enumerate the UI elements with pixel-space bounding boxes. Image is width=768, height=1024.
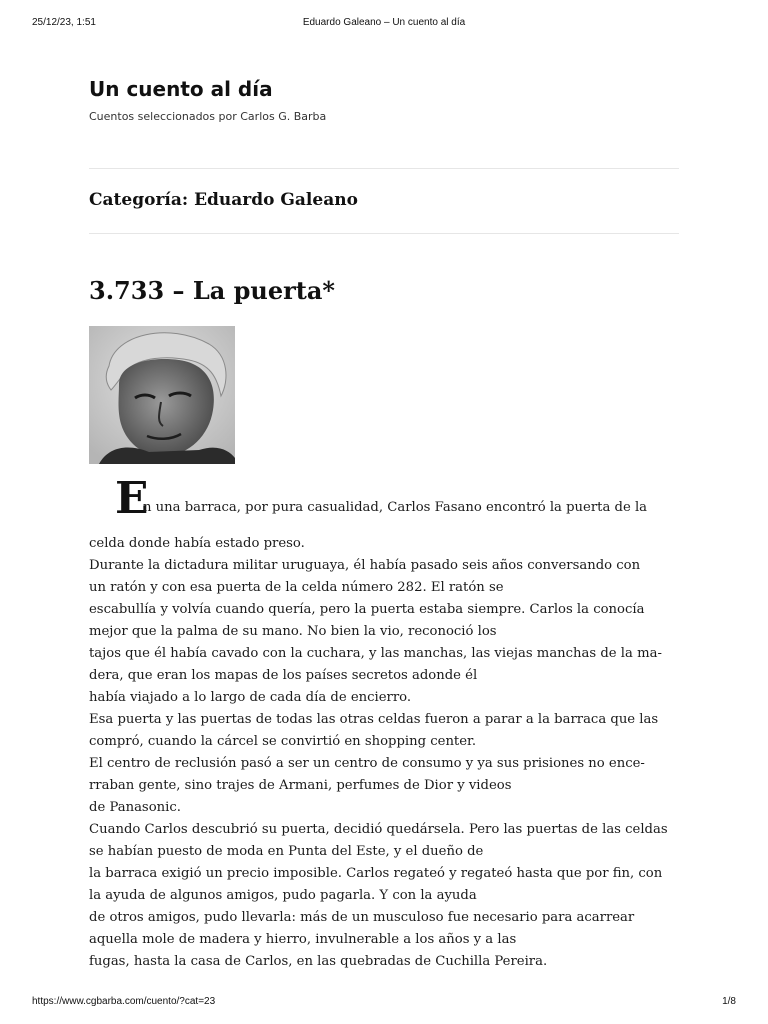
story-line: había viajado a lo largo de cada día de encierro. — [89, 690, 412, 705]
print-header — [0, 17, 768, 31]
print-footer — [0, 996, 768, 1010]
drop-cap: E — [115, 473, 149, 524]
story-line: de Panasonic. — [89, 800, 181, 815]
story-line: tajos que él había cavado con la cuchara, y las manchas, las viejas manchas de la ma- — [89, 646, 662, 661]
story-line: dera, que eran los mapas de los países secretos adonde él — [89, 668, 478, 683]
site-description: Cuentos seleccionados por Carlos G. Barba — [89, 110, 327, 123]
story-line: fugas, hasta la casa de Carlos, en las quebradas de Cuchilla Pereira. — [89, 954, 548, 969]
story-line: rraban gente, sino trajes de Armani, perfumes de Dior y videos — [89, 778, 512, 793]
story-first-line — [89, 473, 689, 533]
story-line: aquella mole de madera y hierro, invulnerable a los años y a las — [89, 932, 517, 947]
story-line: escabullía y volvía cuando quería, pero la puerta estaba siempre. Carlos la conocía — [89, 602, 645, 617]
story-line: n una barraca, por pura casualidad, Carlos Fasano encontró la puerta de la — [143, 500, 648, 515]
story-line: Esa puerta y las puertas de todas las otras celdas fueron a parar a la barraca que las — [89, 712, 659, 727]
print-datetime: 25/12/23, 1:51 — [32, 17, 96, 28]
page-number: 1/8 — [722, 996, 736, 1007]
story-line: mejor que la palma de su mano. No bien la vio, reconoció los — [89, 624, 497, 639]
story-line: El centro de reclusión pasó a ser un centro de consumo y ya sus prisiones no ence- — [89, 756, 645, 771]
print-document-title: Eduardo Galeano – Un cuento al día — [302, 17, 466, 28]
archive-divider — [89, 233, 679, 234]
header-divider — [89, 168, 679, 169]
entry-title[interactable]: 3.733 – La puerta* — [89, 276, 335, 305]
story-line: se habían puesto de moda en Punta del Este, y el dueño de — [89, 844, 484, 859]
archive-title: Categoría: Eduardo Galeano — [89, 190, 358, 210]
story-line: la ayuda de algunos amigos, pudo pagarla. Y con la ayuda — [89, 888, 477, 903]
story-line: la barraca exigió un precio imposible. Carlos regateó y regateó hasta que por fin, con — [89, 866, 663, 881]
story-line: Durante la dictadura militar uruguaya, él había pasado seis años conversando con — [89, 558, 641, 573]
story-line: de otros amigos, pudo llevarla: más de un musculoso fue necesario para acarrear — [89, 910, 635, 925]
story-line: celda donde había estado preso. — [89, 536, 305, 551]
story-body — [89, 473, 689, 973]
site-title[interactable]: Un cuento al día — [89, 77, 273, 101]
story-line: un ratón y con esa puerta de la celda número 282. El ratón se — [89, 580, 504, 595]
story-line: compró, cuando la cárcel se convirtió en shopping center. — [89, 734, 477, 749]
print-url[interactable]: https://www.cgbarba.com/cuento/?cat=23 — [32, 996, 216, 1007]
author-portrait-icon — [89, 326, 235, 464]
story-line: Cuando Carlos descubrió su puerta, decidió quedársela. Pero las puertas de las celdas — [89, 822, 668, 837]
